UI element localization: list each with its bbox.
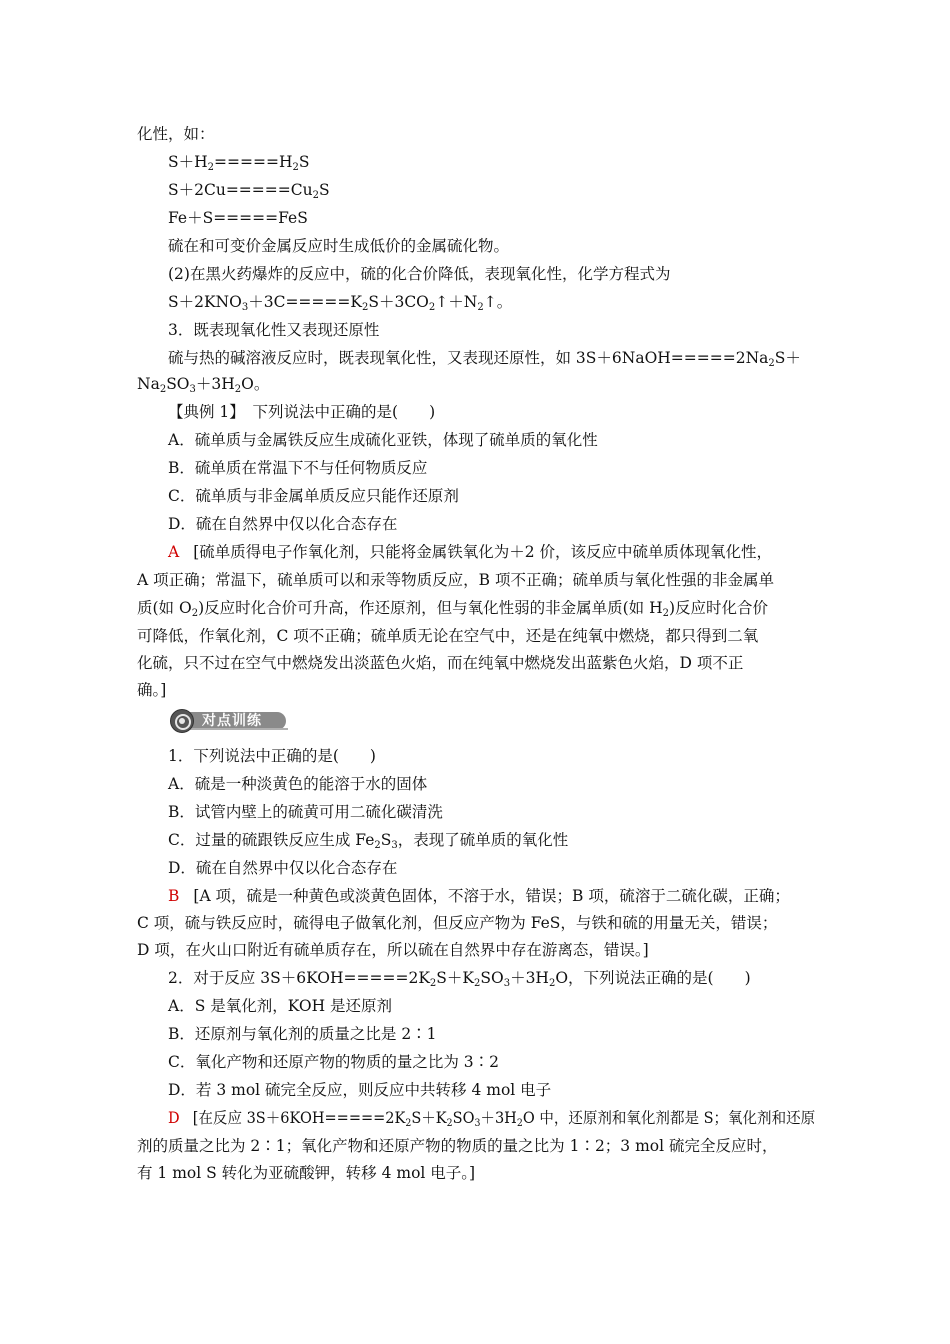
- section-heading-label: 对点训练: [202, 713, 262, 729]
- question-2-option-a: A．S 是氧化剂，KOH 是还原剂: [168, 997, 393, 1015]
- question-1-option-c: C．过量的硫跟铁反应生成 $Fe_2S_3$，表现了硫单质的氧化性: [168, 831, 569, 851]
- question-2-explanation-line1: D [在反应 $3S+6KOH=====2K_2S+K_2SO_3+3H_2O$ 中，还原剂和氧化剂都是 S；氧化剂和还原: [168, 1109, 816, 1129]
- intro-point-3-line2: $Na_2SO_3+3H_2O$。: [137, 375, 270, 395]
- equation-s-h2: $S+H_2=====H_2S$: [168, 153, 310, 173]
- example-1-option-c: C．硫单质与非金属单质反应只能作还原剂: [168, 487, 459, 505]
- question-2-explanation-line3: 有 1 mol S 转化为亚硫酸钾，转移 4 mol 电子。]: [137, 1164, 476, 1182]
- question-1-explanation-line1: B [A 项，硫是一种黄色或淡黄色固体，不溶于水，错误；B 项，硫溶于二硫化碳，正确；: [168, 887, 790, 905]
- intro-point-3-title: 3．既表现氧化性又表现还原性: [168, 321, 380, 339]
- example-1-option-a: A．硫单质与金属铁反应生成硫化亚铁，体现了硫单质的氧化性: [168, 431, 598, 449]
- intro-point-3-line1: 硫与热的碱溶液反应时，既表现氧化性，又表现还原性，如 $3S+6NaOH=====2Na_2S+$: [168, 349, 801, 369]
- question-2-explanation-line2: 剂的质量之比为 2∶1；氧化产物和还原产物的物质的量之比为 1∶2；3 mol 硫完全反应时，: [137, 1137, 778, 1155]
- question-2-answer: D: [168, 1109, 180, 1127]
- question-1-answer: B: [168, 887, 180, 905]
- question-1-explanation-line3: D 项，在火山口附近有硫单质存在，所以硫在自然界中存在游离态，错误。]: [137, 941, 649, 959]
- example-1-option-d: D．硫在自然界中仅以化合态存在: [168, 515, 398, 533]
- example-1-explanation-line1: A [硫单质得电子作氧化剂，只能将金属铁氧化为＋2 价，该反应中硫单质体现氧化性，: [168, 543, 773, 561]
- question-1-option-a: A．硫是一种淡黄色的能溶于水的固体: [168, 775, 428, 793]
- example-1-answer: A: [168, 543, 180, 561]
- section-heading: [170, 709, 288, 733]
- intro-point-2: (2)在黑火药爆炸的反应中，硫的化合价降低，表现氧化性，化学方程式为: [168, 265, 671, 283]
- intro-line: 化性，如：: [137, 125, 215, 143]
- intro-note: 硫在和可变价金属反应时生成低价的金属硫化物。: [168, 237, 510, 255]
- example-1-explanation-line4: 可降低，作氧化剂，C 项不正确；硫单质无论在空气中，还是在纯氧中燃烧，都只得到二氧: [137, 627, 759, 645]
- question-1-explanation-line2: C 项，硫与铁反应时，硫得电子做氧化剂，但反应产物为 FeS，与铁和硫的用量无关，错误；: [137, 914, 778, 932]
- example-1-explanation-line5: 化硫，只不过在空气中燃烧发出淡蓝色火焰，而在纯氧中燃烧发出蓝紫色火焰，D 项不正: [137, 654, 744, 672]
- question-2-option-c: C．氧化产物和还原产物的物质的量之比为 3∶2: [168, 1053, 500, 1071]
- question-1-option-b: B．试管内壁上的硫黄可用二硫化碳清洗: [168, 803, 443, 821]
- question-2-title: 2．对于反应 $3S+6KOH=====2K_2S+K_2SO_3+3H_2O$，下列说法正确的是( ): [168, 969, 751, 989]
- question-2-option-d: D．若 3 mol 硫完全反应，则反应中共转移 4 mol 电子: [168, 1081, 552, 1099]
- example-1-explanation-line6: 确。]: [137, 681, 167, 699]
- example-1-explanation-line2: A 项正确；常温下，硫单质可以和汞等物质反应，B 项不正确；硫单质与氧化性强的非金属单: [137, 571, 774, 589]
- example-1-explanation-line3: 质(如 $O_2$)反应时化合价可升高，作还原剂，但与氧化性弱的非金属单质(如 $H_2$)反应时化合价: [137, 599, 769, 619]
- question-2-option-b: B．还原剂与氧化剂的质量之比是 2∶1: [168, 1025, 437, 1043]
- example-1-title: 【典例 1】 下列说法中正确的是( ): [168, 403, 436, 421]
- equation-fe-s: Fe＋S=====FeS: [168, 209, 308, 227]
- target-icon: [170, 709, 194, 733]
- equation-s-cu: $S+2Cu=====Cu_2S$: [168, 181, 330, 201]
- question-1-option-d: D．硫在自然界中仅以化合态存在: [168, 859, 398, 877]
- example-1-option-b: B．硫单质在常温下不与任何物质反应: [168, 459, 428, 477]
- equation-gunpowder: $S+2KNO_3+3C=====K_2S+3CO_2↑+N_2↑$。: [168, 293, 513, 313]
- question-1-title: 1．下列说法中正确的是( ): [168, 747, 376, 765]
